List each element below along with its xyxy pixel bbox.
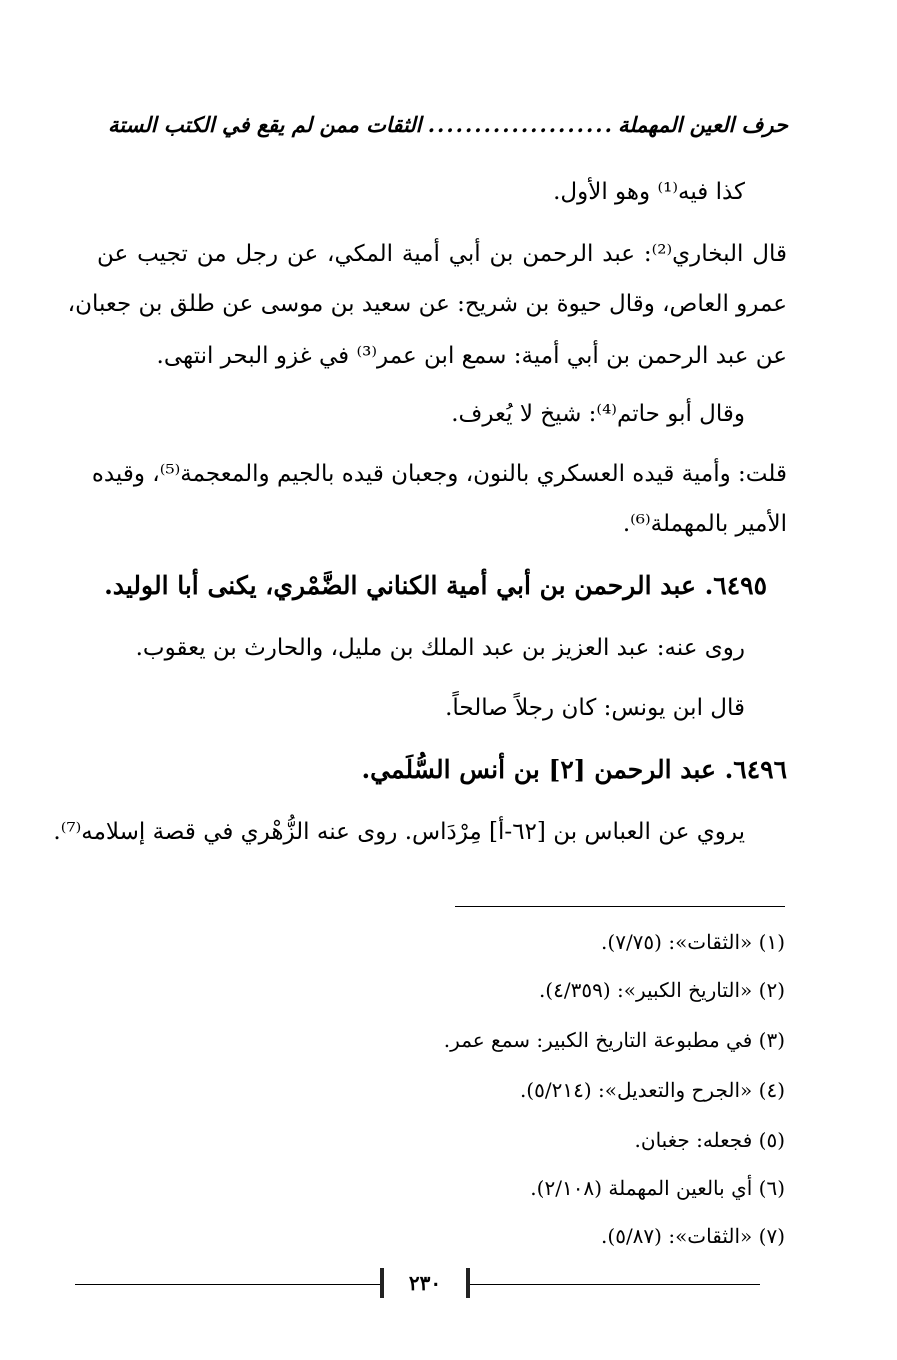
text-line: يروي عن العباس بن [٦٢-أ] مِرْدَاس. روى عنه الزُّهْري في قصة إسلامه⁽⁷⁾.	[53, 819, 745, 845]
footnote: (١) «الثقات»: (٧/٧٥).	[601, 930, 785, 954]
page-number: ٢٣٠	[380, 1268, 470, 1298]
footnote: (٧) «الثقات»: (٥/٨٧).	[601, 1224, 785, 1248]
footnote: (٦) أي بالعين المهملة (٢/١٠٨).	[530, 1176, 785, 1200]
text-line: كذا فيه⁽¹⁾ وهو الأول.	[553, 179, 745, 205]
footnote: (٣) في مطبوعة التاريخ الكبير: سمع عمر.	[443, 1028, 785, 1052]
header-book-title: الثقات ممن لم يقع في الكتب الستة	[108, 112, 422, 137]
text-line: عمرو العاص، وقال حيوة بن شريح: عن سعيد بن موسى عن طلق بن جعبان،	[67, 291, 787, 317]
entry-heading: ٦٤٩٦. عبد الرحمن [٢] بن أنس السُّلَمي.	[361, 755, 787, 784]
text-line: قلت: وأمية قيده العسكري بالنون، وجعبان قيده بالجيم والمعجمة⁽⁵⁾، وقيده	[91, 461, 787, 487]
footnote: (٥) فجعله: جغبان.	[634, 1128, 785, 1152]
footnote-separator	[455, 906, 785, 907]
text-line: وقال أبو حاتم⁽⁴⁾: شيخ لا يُعرف.	[451, 401, 745, 427]
running-header	[108, 112, 788, 137]
header-chapter: حرف العين المهملة	[617, 112, 788, 137]
text-line: قال البخاري⁽²⁾: عبد الرحمن بن أبي أمية المكي، عن رجل من تجيب عن	[97, 241, 787, 267]
text-line: عن عبد الرحمن بن أبي أمية: سمع ابن عمر⁽³⁾ في غزو البحر انتهى.	[156, 343, 787, 369]
header-dots	[426, 112, 614, 137]
text-line: قال ابن يونس: كان رجلاً صالحاً.	[445, 695, 745, 721]
text-line: الأمير بالمهملة⁽⁶⁾.	[622, 511, 787, 537]
footnote: (٤) «الجرح والتعديل»: (٥/٢١٤).	[519, 1078, 785, 1102]
footnote: (٢) «التاريخ الكبير»: (٤/٣٥٩).	[538, 978, 785, 1002]
entry-heading: ٦٤٩٥. عبد الرحمن بن أبي أمية الكناني الضَّمْري، يكنى أبا الوليد.	[104, 571, 767, 600]
text-line: روى عنه: عبد العزيز بن عبد الملك بن مليل، والحارث بن يعقوب.	[135, 635, 745, 661]
